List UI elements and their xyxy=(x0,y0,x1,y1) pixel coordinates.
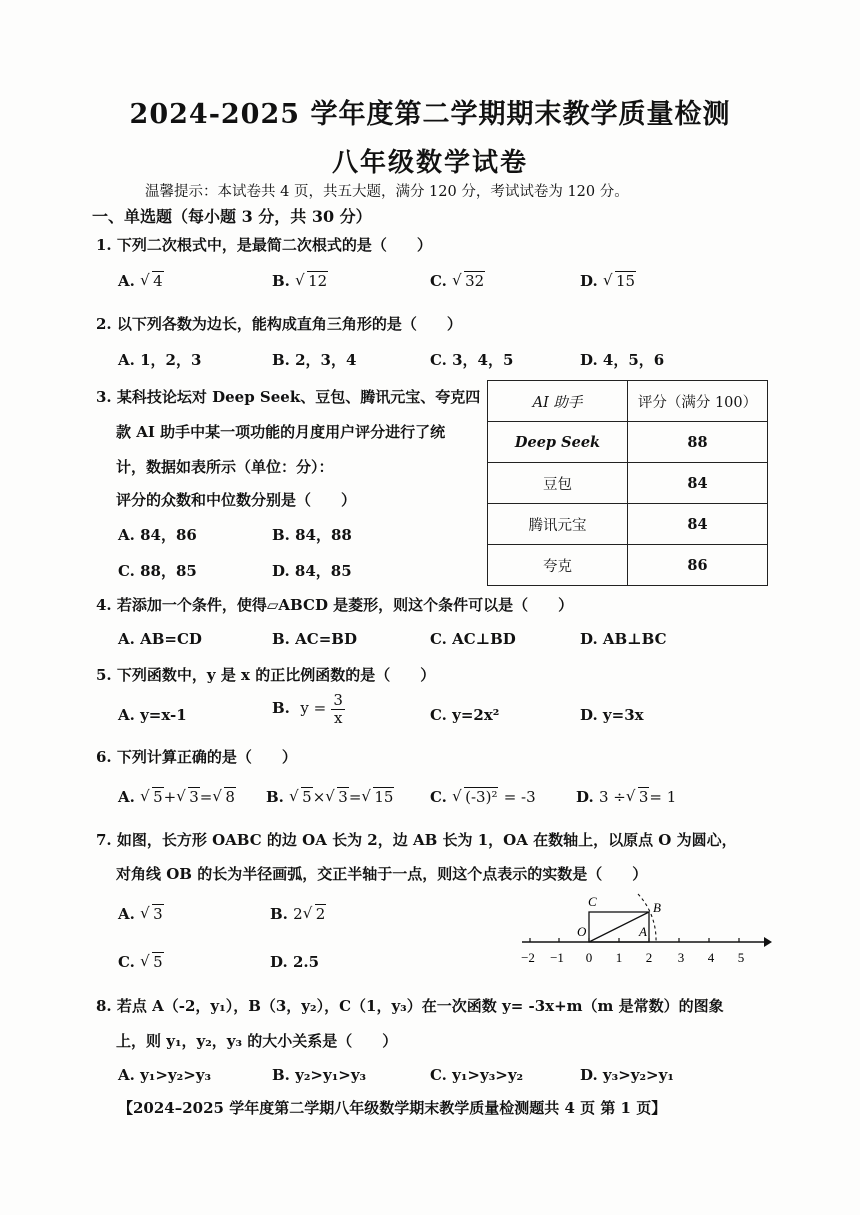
question-6-stem: 6. 下列计算正确的是（ ） xyxy=(96,748,297,766)
page-title: 2024-2025 学年度第二学期期末教学质量检测 xyxy=(129,99,731,130)
question-6-option-b: B. √ 5×√ 3=√ 15 xyxy=(266,788,394,806)
question-4-option-a: A. AB=CD xyxy=(118,630,202,648)
question-4-option-b: B. AC=BD xyxy=(272,630,357,648)
axis-arrow-icon xyxy=(764,937,772,947)
question-8-option-b: B. y₂>y₁>y₃ xyxy=(272,1066,367,1084)
tick-label: 1 xyxy=(615,950,623,965)
tick-label: −1 xyxy=(550,950,564,965)
question-4-option-d: D. AB⊥BC xyxy=(580,630,667,648)
exam-tip: 温馨提示：本试卷共 4 页，共五大题，满分 120 分，考试试卷为 120 分。 xyxy=(145,184,629,200)
tick-label: 2 xyxy=(645,950,653,965)
question-8-line-1: 8. 若点 A（-2，y₁），B（3，y₂），C（1，y₃）在一次函数 y= -3x+m（m 是常数）的图象 xyxy=(96,997,724,1015)
table-header-assistant: AI 助手 xyxy=(488,381,628,422)
question-7-line-1: 7. 如图，长方形 OABC 的边 OA 长为 2，边 AB 长为 1，OA 在数轴上，以原点 O 为圆心， xyxy=(96,831,737,849)
question-8-option-c: C. y₁>y₃>y₂ xyxy=(430,1066,524,1084)
table-cell-name: 腾讯元宝 xyxy=(488,504,628,545)
question-5-option-c: C. y=2x² xyxy=(430,706,500,724)
number-line-figure xyxy=(516,888,776,970)
question-3-option-d: D. 84，85 xyxy=(272,562,352,580)
question-4-stem: 4. 若添加一个条件，使得▱ABCD 是菱形，则这个条件可以是（ ） xyxy=(96,596,574,614)
table-row xyxy=(488,504,768,545)
table-cell-score: 86 xyxy=(628,545,768,586)
point-label: B xyxy=(653,900,661,915)
question-6-option-c: C. √ (-3)² = -3 xyxy=(430,788,536,806)
question-5-option-b: B. y = $\frac{3}{x}$ xyxy=(272,691,343,727)
question-3-option-a: A. 84，86 xyxy=(118,526,197,544)
question-4-option-c: C. AC⊥BD xyxy=(430,630,516,648)
question-8-line-2: 上，则 y₁，y₂，y₃ 的大小关系是（ ） xyxy=(116,1032,398,1050)
question-1-option-d: D. √ 15 xyxy=(580,272,636,290)
question-7-option-a: A. √ 3 xyxy=(118,905,164,923)
table-row xyxy=(488,422,768,463)
table-cell-score: 88 xyxy=(628,422,768,463)
question-6-option-d: D. 3 ÷√ 3= 1 xyxy=(576,788,676,806)
table-cell-score: 84 xyxy=(628,504,768,545)
question-8-option-a: A. y₁>y₂>y₃ xyxy=(118,1066,212,1084)
table-header-row xyxy=(488,381,768,422)
page-subtitle: 八年级数学试卷 xyxy=(331,148,528,178)
question-2-option-d: D. 4，5，6 xyxy=(580,351,665,369)
question-3-line-4: 评分的众数和中位数分别是（ ） xyxy=(116,491,357,509)
question-1-option-c: C. √ 32 xyxy=(430,272,485,290)
question-2-option-a: A. 1，2，3 xyxy=(118,351,202,369)
question-3-line-2: 款 AI 助手中某一项功能的月度用户评分进行了统 xyxy=(116,423,446,441)
question-3-option-c: C. 88，85 xyxy=(118,562,197,580)
question-2-option-b: B. 2，3，4 xyxy=(272,351,357,369)
question-2-option-c: C. 3，4，5 xyxy=(430,351,514,369)
table-cell-name: 豆包 xyxy=(488,463,628,504)
tick-label: −2 xyxy=(521,950,535,965)
table-cell-name: Deep Seek xyxy=(488,422,628,463)
table-cell-name: 夸克 xyxy=(488,545,628,586)
question-8-option-d: D. y₃>y₂>y₁ xyxy=(580,1066,674,1084)
question-5-option-a: A. y=x-1 xyxy=(118,706,187,724)
tick-label: 4 xyxy=(707,950,715,965)
question-7-option-b: B. 2√ 2 xyxy=(270,905,326,923)
question-3-option-b: B. 84，88 xyxy=(272,526,352,544)
question-5-stem: 5. 下列函数中，y 是 x 的正比例函数的是（ ） xyxy=(96,666,436,684)
question-1-stem: 1. 下列二次根式中，是最简二次根式的是（ ） xyxy=(96,236,432,254)
question-6-option-a: A. √ 5+√ 3=√ 8 xyxy=(118,788,236,806)
question-7-line-2: 对角线 OB 的长为半径画弧，交正半轴于一点，则这个点表示的实数是（ ） xyxy=(116,865,648,883)
rating-table xyxy=(487,380,768,586)
point-label: A xyxy=(639,924,647,939)
question-1-option-a: A. √ 4 xyxy=(118,272,164,290)
table-cell-score: 84 xyxy=(628,463,768,504)
section-heading: 一、单选题（每小题 3 分，共 30 分） xyxy=(92,207,372,226)
page-footer: 【2024–2025 学年度第二学期八年级数学期末教学质量检测题共 4 页 第 1 页】 xyxy=(118,1099,667,1117)
question-3-line-1: 3. 某科技论坛对 Deep Seek、豆包、腾讯元宝、夸克四 xyxy=(96,388,481,406)
tick-label: 5 xyxy=(737,950,745,965)
question-7-option-d: D. 2.5 xyxy=(270,953,320,971)
question-1-option-b: B. √ 12 xyxy=(272,272,328,290)
tick-label: 0 xyxy=(585,950,593,965)
question-3-line-3: 计，数据如表所示（单位：分）： xyxy=(116,458,334,476)
question-7-option-c: C. √ 5 xyxy=(118,953,164,971)
question-2-stem: 2. 以下列各数为边长，能构成直角三角形的是（ ） xyxy=(96,315,462,333)
table-row xyxy=(488,463,768,504)
tick-label: 3 xyxy=(677,950,685,965)
point-label: C xyxy=(588,894,597,909)
table-row xyxy=(488,545,768,586)
table-header-score: 评分（满分 100） xyxy=(628,381,768,422)
question-5-option-d: D. y=3x xyxy=(580,706,644,724)
point-label: O xyxy=(577,924,587,939)
